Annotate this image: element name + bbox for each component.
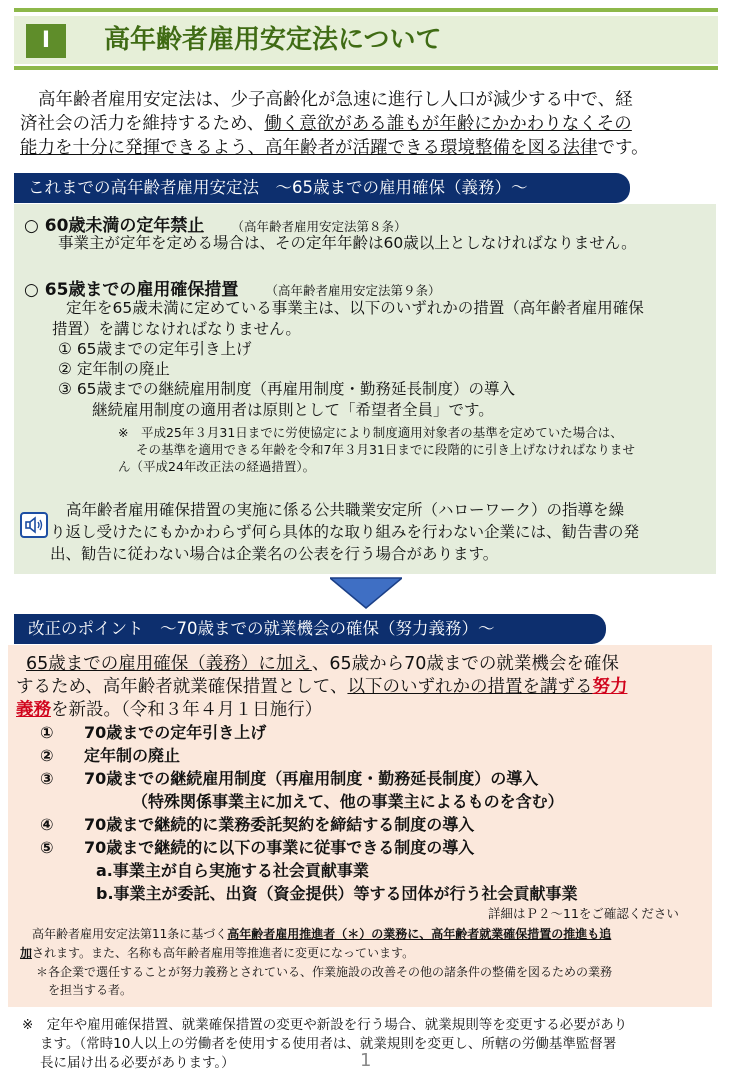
lead-line-2	[16, 675, 627, 699]
intro-line-2-text: 済社会の活力を維持するため、	[20, 114, 265, 134]
new-measure-4-num: ④	[40, 815, 54, 834]
lead-line-1-underlined: 65歳までの雇用確保（義務）に加え	[26, 654, 312, 674]
new-measure-2	[40, 745, 180, 767]
new-measure-5-text: 70歳まで継続的に以下の事業に従事できる制度の導入	[84, 838, 475, 857]
note-line-2-text: されます。また、名称も高年齢者雇用等推進者に変更になっています。	[32, 946, 415, 960]
lead-line-1-text: 、65歳から70歳までの就業機会を確保	[311, 654, 619, 674]
footnote-line-3: ん（平成24年改正法の経過措置）。	[118, 459, 316, 474]
item1-title: ○ 60歳未満の定年禁止	[24, 216, 205, 236]
item2-title: ○ 65歳までの雇用確保措置	[24, 280, 239, 300]
new-measure-4-text: 70歳まで継続的に業務委託契約を締結する制度の導入	[84, 815, 475, 834]
new-measure-3-note: （特殊関係事業主に加えて、他の事業主によるものを含む）	[132, 792, 564, 811]
new-measure-5	[40, 837, 474, 859]
note-line-1-text: 高年齢者雇用安定法第11条に基づく	[32, 927, 228, 941]
guidance-line-2: り返し受けたにもかかわらず何ら具体的な取り組みを行わない企業には、勧告書の発	[50, 523, 640, 541]
lead-line-3-emphasis: 義務	[16, 700, 51, 720]
new-measure-1	[40, 722, 266, 744]
sub-item-a: a.事業主が自ら実施する社会貢献事業	[96, 861, 369, 880]
down-arrow-icon	[330, 576, 402, 610]
lead-line-1	[26, 652, 619, 676]
footer-line-3: 長に届け出る必要があります。）	[40, 1055, 235, 1071]
intro-line-2	[20, 112, 720, 136]
note-line-2-underlined: 加	[20, 946, 33, 960]
section1-banner: これまでの高年齢者雇用安定法 ～65歳までの雇用確保（義務）～	[14, 173, 630, 203]
intro-line-3-underlined: 能力を十分に発揮できるよう、高年齢者が活躍できる環境整備を図る法律	[20, 138, 598, 158]
speaker-icon	[20, 512, 48, 538]
item2-body-line-1: 定年を65歳未満に定めている事業主は、以下のいずれかの措置（高年齢者雇用確保	[66, 299, 644, 317]
item2-body-line-2: 措置）を講じなければなりません。	[52, 320, 301, 338]
intro-line-1: 高年齢者雇用安定法は、少子高齢化が急速に進行し人口が減少する中で、経	[38, 90, 633, 110]
note-line-2	[20, 944, 414, 962]
item1-reference: （高年齢者雇用安定法第８条）	[231, 219, 407, 234]
guidance-line-1: 高年齢者雇用確保措置の実施に係る公共職業安定所（ハローワーク）の指導を繰	[66, 501, 625, 519]
measure-1: ① 65歳までの定年引き上げ	[58, 340, 252, 358]
section2-banner: 改正のポイント ～70歳までの就業機会の確保（努力義務）～	[14, 614, 606, 644]
new-measure-4	[40, 814, 474, 836]
detail-reference: 詳細はＰ２～11をご確認ください	[488, 906, 679, 921]
lead-line-2-underlined: 以下のいずれかの措置を講ずる	[347, 677, 593, 697]
intro-line-3	[20, 136, 720, 160]
header-bottom-rule	[14, 66, 718, 70]
note-line-3: ＊各企業で選任することが努力義務とされている、作業施設の改善その他の諸条件の整備を図るための業務	[36, 965, 613, 979]
new-measure-3-num: ③	[40, 769, 54, 788]
header-top-rule	[14, 8, 718, 12]
note-line-1	[32, 925, 611, 943]
note-line-4: を担当する者。	[48, 983, 133, 997]
intro-paragraph	[20, 88, 720, 160]
lead-line-2-emphasis: 努力	[592, 677, 628, 697]
item2-heading	[24, 275, 441, 300]
item2-reference: （高年齢者雇用安定法第９条）	[265, 283, 441, 298]
measure-3: ③ 65歳までの継続雇用制度（再雇用制度・勤務延長制度）の導入	[58, 380, 516, 398]
note-line-1-underlined: 高年齢者雇用推進者（＊）の業務に、高年齢者就業確保措置の推進も追	[227, 927, 612, 941]
lead-line-3-text: を新設。（令和３年４月１日施行）	[51, 700, 323, 720]
intro-line-3-text: です。	[597, 138, 649, 158]
footnote-line-1: ※ 平成25年３月31日までに労使協定により制度適用対象者の基準を定めていた場合は、	[118, 425, 623, 440]
section-number-badge: Ⅰ	[26, 24, 66, 58]
measure-2: ② 定年制の廃止	[58, 360, 170, 378]
guidance-line-3: 出、勧告に従わない場合は企業名の公表を行う場合があります。	[50, 545, 499, 563]
item1-body: 事業主が定年を定める場合は、その定年年齢は60歳以上としなければなりません。	[58, 234, 637, 252]
intro-line-2-underlined: 働く意欲がある誰もが年齢にかかわりなくその	[264, 114, 632, 134]
new-measure-3	[40, 768, 538, 790]
page-number: 1	[360, 1050, 372, 1071]
new-measure-3-text: 70歳までの継続雇用制度（再雇用制度・勤務延長制度）の導入	[84, 769, 539, 788]
measure-note: 継続雇用制度の適用者は原則として「希望者全員」です。	[92, 401, 494, 419]
footer-line-2: ます。（常時10人以上の労働者を使用する使用者は、就業規則を変更し、所轄の労働基準監督署	[40, 1036, 617, 1052]
lead-line-3	[16, 698, 322, 722]
new-measure-2-num: ②	[40, 746, 54, 765]
footnote-line-2: その基準を適用できる年齢を令和7年３月31日までに段階的に引き上げなければなりませ	[136, 442, 635, 457]
new-measure-1-num: ①	[40, 723, 54, 742]
footer-line-1: ※ 定年や雇用確保措置、就業確保措置の変更や新設を行う場合、就業規則等を変更する必要があり	[22, 1017, 628, 1033]
new-measure-2-text: 定年制の廃止	[84, 746, 181, 765]
lead-line-2-text: するため、高年齢者就業確保措置として、	[16, 677, 348, 697]
sub-item-b: b.事業主が委託、出資（資金提供）等する団体が行う社会貢献事業	[96, 884, 578, 903]
new-measure-5-num: ⑤	[40, 838, 54, 857]
new-measure-1-text: 70歳までの定年引き上げ	[84, 723, 267, 742]
page-title: 高年齢者雇用安定法について	[104, 25, 442, 55]
